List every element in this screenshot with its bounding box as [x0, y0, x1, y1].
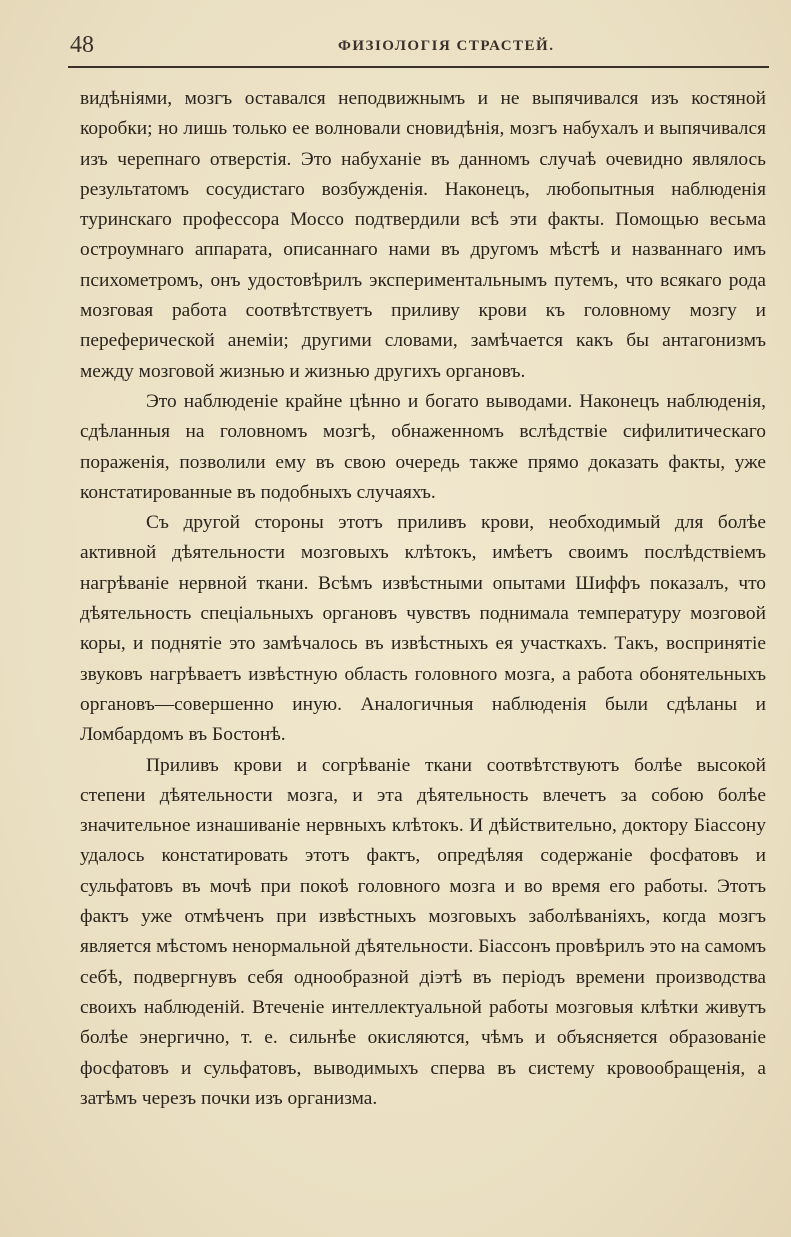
page-number: 48: [70, 32, 94, 58]
paragraph-continued: видѣніями, мозгъ оставался неподвижнымъ и не выпячивался изъ костяной коробки; но лишь только ее волновали сновидѣнія, мозгъ набухалъ и выпячивался изъ черепнаго отверстія. Это набуханіе въ данномъ случаѣ очевидно являлось результатомъ сосудистаго возбужденія. Наконецъ, любопытныя наблюденія туринскаго профессора Моссо подтвердили всѣ эти факты. Помощью весьма остроумнаго аппарата, описаннаго нами въ другомъ мѣстѣ и названнаго имъ психометромъ, онъ удостовѣрилъ экспериментальнымъ путемъ, что всякаго рода мозговая работа соотвѣтствуетъ приливу крови къ головному мозгу и переферической анеміи; другими словами, замѣчается какъ бы антагонизмъ между мозговой жизнью и жизнью другихъ органовъ.: [80, 88, 766, 382]
paragraph: Съ другой стороны этотъ приливъ крови, необходимый для болѣе активной дѣятельности мозговыхъ клѣтокъ, имѣетъ своимъ послѣдствіемъ нагрѣваніе нервной ткани. Всѣмъ извѣстными опытами Шиффъ показалъ, что дѣятельность спеціальныхъ органовъ чувствъ поднимала температуру мозговой коры, и поднятіе это замѣчалось въ извѣстныхъ ея участкахъ. Такъ, воспринятіе звуковъ нагрѣваетъ извѣстную область головного мозга, а работа обонятельныхъ органовъ—совершенно иную. Аналогичныя наблюденія были сдѣланы и Ломбардомъ въ Бостонѣ.: [80, 512, 766, 746]
page-body: [80, 84, 766, 1114]
running-title: ФИЗІОЛОГІЯ СТРАСТЕЙ.: [338, 38, 555, 54]
paragraph: Это наблюденіе крайне цѣнно и богато выводами. Наконецъ наблюденія, сдѣланныя на головномъ мозгѣ, обнаженномъ вслѣдствіе сифилитическаго пораженія, позволили ему въ свою очередь также прямо доказать факты, уже констатированные въ подобныхъ случаяхъ.: [80, 390, 766, 503]
paragraph: Приливъ крови и согрѣваніе ткани соотвѣтствуютъ болѣе высокой степени дѣятельности мозга, и эта дѣятельность влечетъ за собою болѣе значительное изнашиваніе нервныхъ клѣтокъ. И дѣйствительно, доктору Біассону удалось констатировать этотъ фактъ, опредѣляя содержаніе фосфатовъ и сульфатовъ въ мочѣ при покоѣ головного мозга и во время его работы. Этотъ фактъ уже отмѣченъ при извѣстныхъ мозговыхъ заболѣваніяхъ, когда мозгъ является мѣстомъ ненормальной дѣятельности. Біассонъ провѣрилъ это на самомъ себѣ, подвергнувъ себя однообразной діэтѣ въ періодъ времени производства своихъ наблюденій. Втеченіе интеллектуальной работы мозговыя клѣтки живутъ болѣе энергично, т. е. сильнѣе окисляются, чѣмъ и объясняется образованіе фосфатовъ и сульфатовъ, выводимыхъ сперва въ систему кровообращенія, а затѣмъ черезъ почки изъ организма.: [80, 754, 766, 1109]
page-header: [68, 30, 769, 68]
